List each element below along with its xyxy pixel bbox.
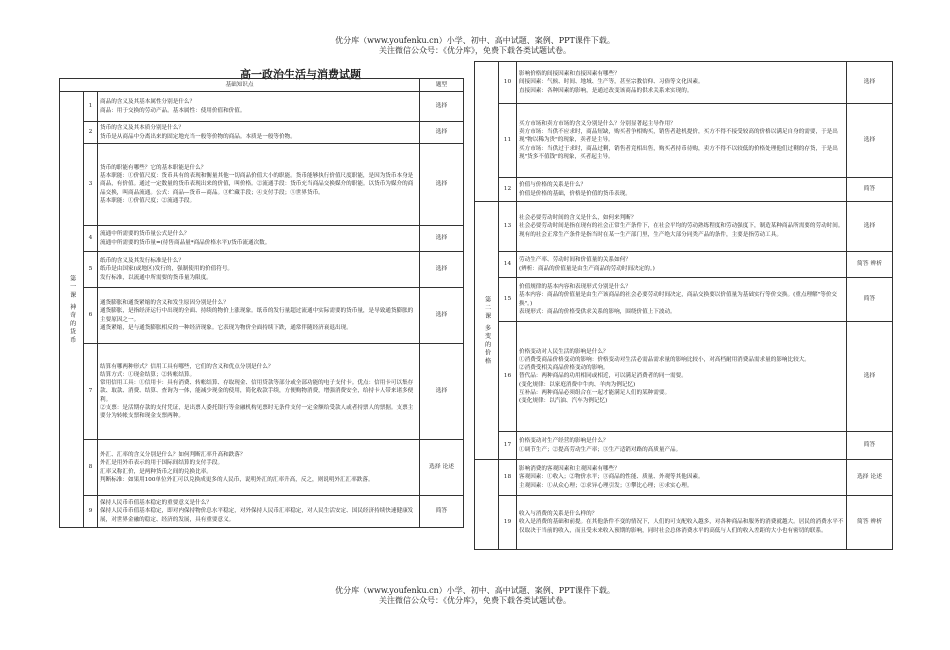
question-line: 通货紧缩，是与通货膨胀相反的一种经济现象。它表现为物价全面持续下跌，通常伴随经济衰退出现。 bbox=[100, 324, 352, 331]
question-line: 基本内容：商品的价值量是由生产该商品的社会必要劳动时间决定，商品交换要以价值量为基础实行等价交换。(重点理解"等价交换"。) bbox=[519, 292, 838, 307]
question-type: 选择 bbox=[420, 288, 464, 344]
question-type: 选择 bbox=[420, 344, 464, 440]
question-cell bbox=[517, 432, 847, 460]
question-type: 选择 bbox=[420, 92, 464, 122]
left-table-header bbox=[60, 79, 464, 92]
row-number: 7 bbox=[84, 344, 98, 440]
question-type: 简答 bbox=[847, 178, 893, 202]
knowledge-column-header: 基础知识点 bbox=[60, 79, 420, 92]
question-line: 卖方市场：当供不应求时，商品短缺，购买者争相购买，销售者趁机提价，买方不得不接受较高的价格以满足自身的需要，于是出现"物以稀为贵"的现象，卖者是主导。 bbox=[519, 129, 838, 144]
question-line: ②支票：是活期存款的支付凭证，是出票人委托银行等金融机构见票时无条件支付一定金额给受款人或者持票人的票据。支票主要分为转帐支票和现金支票两种。 bbox=[100, 404, 414, 419]
question-line: 流通中所需要的货币量=(待售商品量*商品价格水平)/货币流通次数。 bbox=[100, 239, 271, 246]
lesson-label: 第二课 多变的价格 bbox=[475, 202, 499, 460]
row-number: 5 bbox=[84, 252, 98, 288]
type-column-header: 题型 bbox=[420, 79, 464, 92]
question-line: 社会必要劳动时间是指在现有的社会正常生产条件下，在社会平均的劳动熟练程度和劳动强度下，制造某种商品所需要的劳动时间。现有的社会正常生产条件是指当时在某一生产部门里，生产绝大部分同类产品的条件，主要是指劳动工具。 bbox=[519, 223, 844, 238]
table-row bbox=[475, 104, 893, 178]
question-line: 价值与价格的关系是什么？ bbox=[519, 182, 587, 189]
question-cell bbox=[517, 104, 847, 178]
question-line: 货币是从商品中分离出来的固定地充当一般等价物的商品。本质是一般等价物。 bbox=[100, 133, 296, 140]
question-type: 简答 辨析 bbox=[847, 496, 893, 550]
question-type: 选择 bbox=[847, 104, 893, 178]
question-cell bbox=[517, 496, 847, 550]
question-line: 判断标准：如果用100单位外汇可以兑换成更多的人民币，说明外汇的汇率升高，反之，则说明外汇汇率跌落。 bbox=[100, 476, 374, 483]
table-row bbox=[475, 460, 893, 496]
lesson-label: 第一课 神奇的货币 bbox=[60, 92, 84, 528]
question-cell bbox=[98, 92, 420, 122]
question-line: 买方市场和卖方市场的含义分别是什么？分别显著起主导作用？ bbox=[519, 120, 676, 127]
question-line: 通货膨胀和通货紧缩的含义和发生原因分别是什么？ bbox=[100, 300, 229, 307]
question-type: 简答 bbox=[847, 432, 893, 460]
page-header bbox=[0, 36, 950, 56]
row-number: 4 bbox=[84, 226, 98, 252]
table-row bbox=[475, 278, 893, 322]
document-title: 高一政治生活与消费试题 bbox=[240, 68, 361, 81]
question-line: 外汇、汇率的含义分别是什么？如何判断汇率升高和跌落？ bbox=[100, 452, 246, 459]
page-footer bbox=[0, 586, 950, 606]
question-cell bbox=[98, 122, 420, 144]
question-type: 选择 bbox=[420, 252, 464, 288]
table-row bbox=[475, 432, 893, 460]
blank-lesson-cell bbox=[475, 460, 499, 550]
table-row bbox=[60, 122, 464, 144]
question-line: 纸币是由国家(或地区)发行的，强制使用的价值符号。 bbox=[100, 266, 234, 273]
question-line: 互补品：两种商品必须组合在一起才能满足人们的某种需要。 bbox=[519, 389, 671, 396]
question-line: 收入与消费的关系是什么样的？ bbox=[519, 511, 598, 518]
question-line: 价格变动对生产经营的影响是什么？ bbox=[519, 438, 609, 445]
question-line: ①消费受商品价格变动的影响：价格变动对生活必需品需求量的影响比较小，对高档耐用消费品需求量的影响比较大。 bbox=[519, 356, 810, 363]
row-number: 11 bbox=[499, 104, 517, 178]
row-number: 13 bbox=[499, 202, 517, 252]
table-row bbox=[475, 322, 893, 432]
question-line: 流通中所需要的货币量公式是什么？ bbox=[100, 231, 190, 238]
question-type: 选择 bbox=[847, 322, 893, 432]
question-line: 表现形式：商品的价格受供求关系的影响，围绕价值上下波动。 bbox=[519, 308, 676, 315]
question-line: 货币的职能有哪些？它的基本职能是什么？ bbox=[100, 164, 207, 171]
question-cell bbox=[517, 202, 847, 252]
question-line: 买方市场：当供过于求时，商品过剩，销售者竞相出售，购买者持币待购，卖方不得不以较低的价格处理他们过剩的存货，于是出现"货多不值钱"的现象，买者起主导。 bbox=[519, 145, 838, 160]
question-line: 影响价格的间接因素和直接因素有哪些？ bbox=[519, 71, 620, 78]
table-row bbox=[60, 344, 464, 440]
question-line: 社会必要劳动时间的含义是什么，如何来判断？ bbox=[519, 215, 637, 222]
question-line: 主观因素：①从众心理；②求异心理引发；③攀比心理；④求实心理。 bbox=[519, 482, 693, 489]
table-row bbox=[60, 496, 464, 528]
question-line: 替代品：两种商品的功用相同或相近，可以满足消费者的同一需要。 bbox=[519, 373, 687, 380]
table-row bbox=[475, 62, 893, 104]
question-line: 保持人民币币值基本稳定，即对内保持物价总水平稳定，对外保持人民币汇率稳定，对人民生活安定、国民经济持续快速健康发展，对世界金融的稳定、经济的发展，具有重要意义。 bbox=[100, 508, 414, 523]
question-line: (变化规律：以家庭消费中牛肉、羊肉为例记忆) bbox=[519, 381, 636, 388]
question-cell bbox=[517, 252, 847, 278]
row-number: 1 bbox=[84, 92, 98, 122]
row-number: 6 bbox=[84, 288, 98, 344]
question-line: (变化规律：以汽油、汽车为例记忆) bbox=[519, 398, 608, 404]
left-table bbox=[59, 78, 464, 528]
row-number: 9 bbox=[84, 496, 98, 528]
question-type: 简答 bbox=[420, 496, 464, 528]
row-number: 17 bbox=[499, 432, 517, 460]
question-line: ①调节生产；②提高劳动生产率；③生产适销对路的高质量产品。 bbox=[519, 446, 682, 453]
question-line: 商品：用于交换的劳动产品。基本属性：使用价值和价值。 bbox=[100, 107, 246, 114]
question-type: 选择 bbox=[420, 122, 464, 144]
question-type: 选择 bbox=[420, 226, 464, 252]
row-number: 10 bbox=[499, 62, 517, 104]
footer-line-2: 关注微信公众号：《优分库》，免费下载各类试题试卷。 bbox=[379, 596, 571, 605]
question-line: 发行标准，以流通中所需要的货币量为限度。 bbox=[100, 274, 212, 281]
row-number: 3 bbox=[84, 144, 98, 226]
question-line: 商品的含义及其基本属性分别是什么？ bbox=[100, 99, 196, 106]
question-line: 价值规律的基本内容和表现形式分别是什么？ bbox=[519, 284, 631, 291]
row-number: 14 bbox=[499, 252, 517, 278]
row-number: 2 bbox=[84, 122, 98, 144]
footer-line-1: 优分库（www.youfenku.cn）小学、初中、高中试题、案例、PPT课件下载。 bbox=[335, 586, 615, 595]
table-row bbox=[475, 496, 893, 550]
blank-lesson-cell bbox=[475, 62, 499, 202]
question-cell bbox=[517, 278, 847, 322]
question-line: 纸币的含义及其发行标准是什么？ bbox=[100, 258, 184, 265]
question-line: 价值是价格的基础，价格是价值的货币表现。 bbox=[519, 190, 631, 197]
row-number: 18 bbox=[499, 460, 517, 496]
question-type: 选择 bbox=[847, 202, 893, 252]
question-line: 结算有哪两种形式？信用工具有哪些，它们的含义和优点分别是什么？ bbox=[100, 363, 274, 370]
question-line: 影响消费的客观因素和主观因素有哪些？ bbox=[519, 466, 620, 473]
question-line: 汇率又称汇价，是两种货币之间的兑换比率。 bbox=[100, 468, 212, 475]
question-line: 劳动生产率、劳动时间和价值量的关系如何？ bbox=[519, 257, 631, 264]
question-line: 常用信用工具：①信用卡：具有消费、转帐结算、存取现金、信用贷款等部分或全部功能的电子支付卡。优点：信用卡可以集存款、取款、消费、结算、查询为一体，能减少现金的使用，简化收款手续，方便购物消费，增强消费安全，给持卡人带来诸多便利。 bbox=[100, 380, 414, 403]
question-cell bbox=[98, 288, 420, 344]
question-type: 简答 辨析 bbox=[847, 252, 893, 278]
table-row bbox=[60, 288, 464, 344]
question-type: 选择 论述 bbox=[847, 460, 893, 496]
question-cell bbox=[517, 178, 847, 202]
row-number: 12 bbox=[499, 178, 517, 202]
question-line: 货币的含义及其本质分别是什么？ bbox=[100, 125, 184, 132]
table-row bbox=[60, 144, 464, 226]
question-cell bbox=[98, 252, 420, 288]
question-type: 选择 bbox=[847, 62, 893, 104]
row-number: 15 bbox=[499, 278, 517, 322]
table-row bbox=[60, 226, 464, 252]
question-line: 结算方式：①现金结算；②转帐结算。 bbox=[100, 371, 196, 378]
table-row bbox=[475, 178, 893, 202]
question-cell bbox=[517, 460, 847, 496]
question-cell bbox=[98, 226, 420, 252]
row-number: 19 bbox=[499, 496, 517, 550]
question-type: 选择 bbox=[420, 144, 464, 226]
question-type: 简答 bbox=[847, 278, 893, 322]
question-line: 收入是消费的基础和前提。在其他条件不变的情况下，人们的可支配收入越多，对各种商品和服务的消费就越大。居民的消费水平不仅取决于当前的收入，而且受未来收入预期的影响，同时社会总体消费水平的高低与人们的收入差距的大小也有密切的联系。 bbox=[519, 519, 844, 534]
table-row bbox=[60, 92, 464, 122]
row-number: 16 bbox=[499, 322, 517, 432]
question-cell bbox=[98, 496, 420, 528]
question-line: 外汇是用外币表示的用于国际间结算的支付手段。 bbox=[100, 460, 224, 467]
table-row bbox=[60, 440, 464, 496]
question-cell bbox=[517, 322, 847, 432]
table-row bbox=[475, 252, 893, 278]
table-row bbox=[60, 252, 464, 288]
row-number: 8 bbox=[84, 440, 98, 496]
question-line: 直接因素：各种因素的影响，是通过改变该商品的供求关系来实现的。 bbox=[519, 87, 693, 94]
question-type: 选择 论述 bbox=[420, 440, 464, 496]
question-line: 价格变动对人民生活的影响是什么？ bbox=[519, 348, 609, 355]
question-cell bbox=[517, 62, 847, 104]
question-cell bbox=[98, 440, 420, 496]
question-line: 间接因素：气候、时间、地域、生产等，甚至宗教信仰、习俗等文化因素。 bbox=[519, 79, 704, 86]
question-line: (辨析：商品的价值量是由生产商品的劳动时间决定的。) bbox=[519, 265, 655, 272]
question-line: 客观因素：①收入；②物价水平；③商品的性能、质量、外观等其他因素。 bbox=[519, 474, 704, 481]
table-row bbox=[475, 202, 893, 252]
right-table bbox=[474, 61, 893, 550]
question-line: 基本职能：①价值尺度：货币具有的表现和衡量其他一切商品价值大小的职能。货币能够执行价值尺度职能，是因为货币本身是商品，有价值。通过一定数量的货币表现出来的价值，叫价格。②流通手段：货币充当商品交换媒介的职能。以货币为媒介的商品交换，叫商品流通。公式：商品—货币—商品。③贮藏手段；④支付手段；⑤世界货币。 bbox=[100, 173, 414, 196]
question-line: 基本职能：①价值尺度；②流通手段。 bbox=[100, 197, 196, 204]
header-line-2: 关注微信公众号：《优分库》，免费下载各类试题试卷。 bbox=[379, 46, 571, 55]
question-line: 保持人民币币值基本稳定的重要意义是什么？ bbox=[100, 500, 212, 507]
header-line-1: 优分库（www.youfenku.cn）小学、初中、高中试题、案例、PPT课件下载。 bbox=[335, 36, 615, 45]
question-cell bbox=[98, 344, 420, 440]
question-cell bbox=[98, 144, 420, 226]
question-line: ②消费受相关商品价格变动的影响。 bbox=[519, 365, 609, 372]
question-line: 通货膨胀，是指经济运行中出现的全面、持续的物价上涨现象。纸币的发行量超过流通中实际需要的货币量，是导致通货膨胀的主要原因之一。 bbox=[100, 308, 414, 323]
